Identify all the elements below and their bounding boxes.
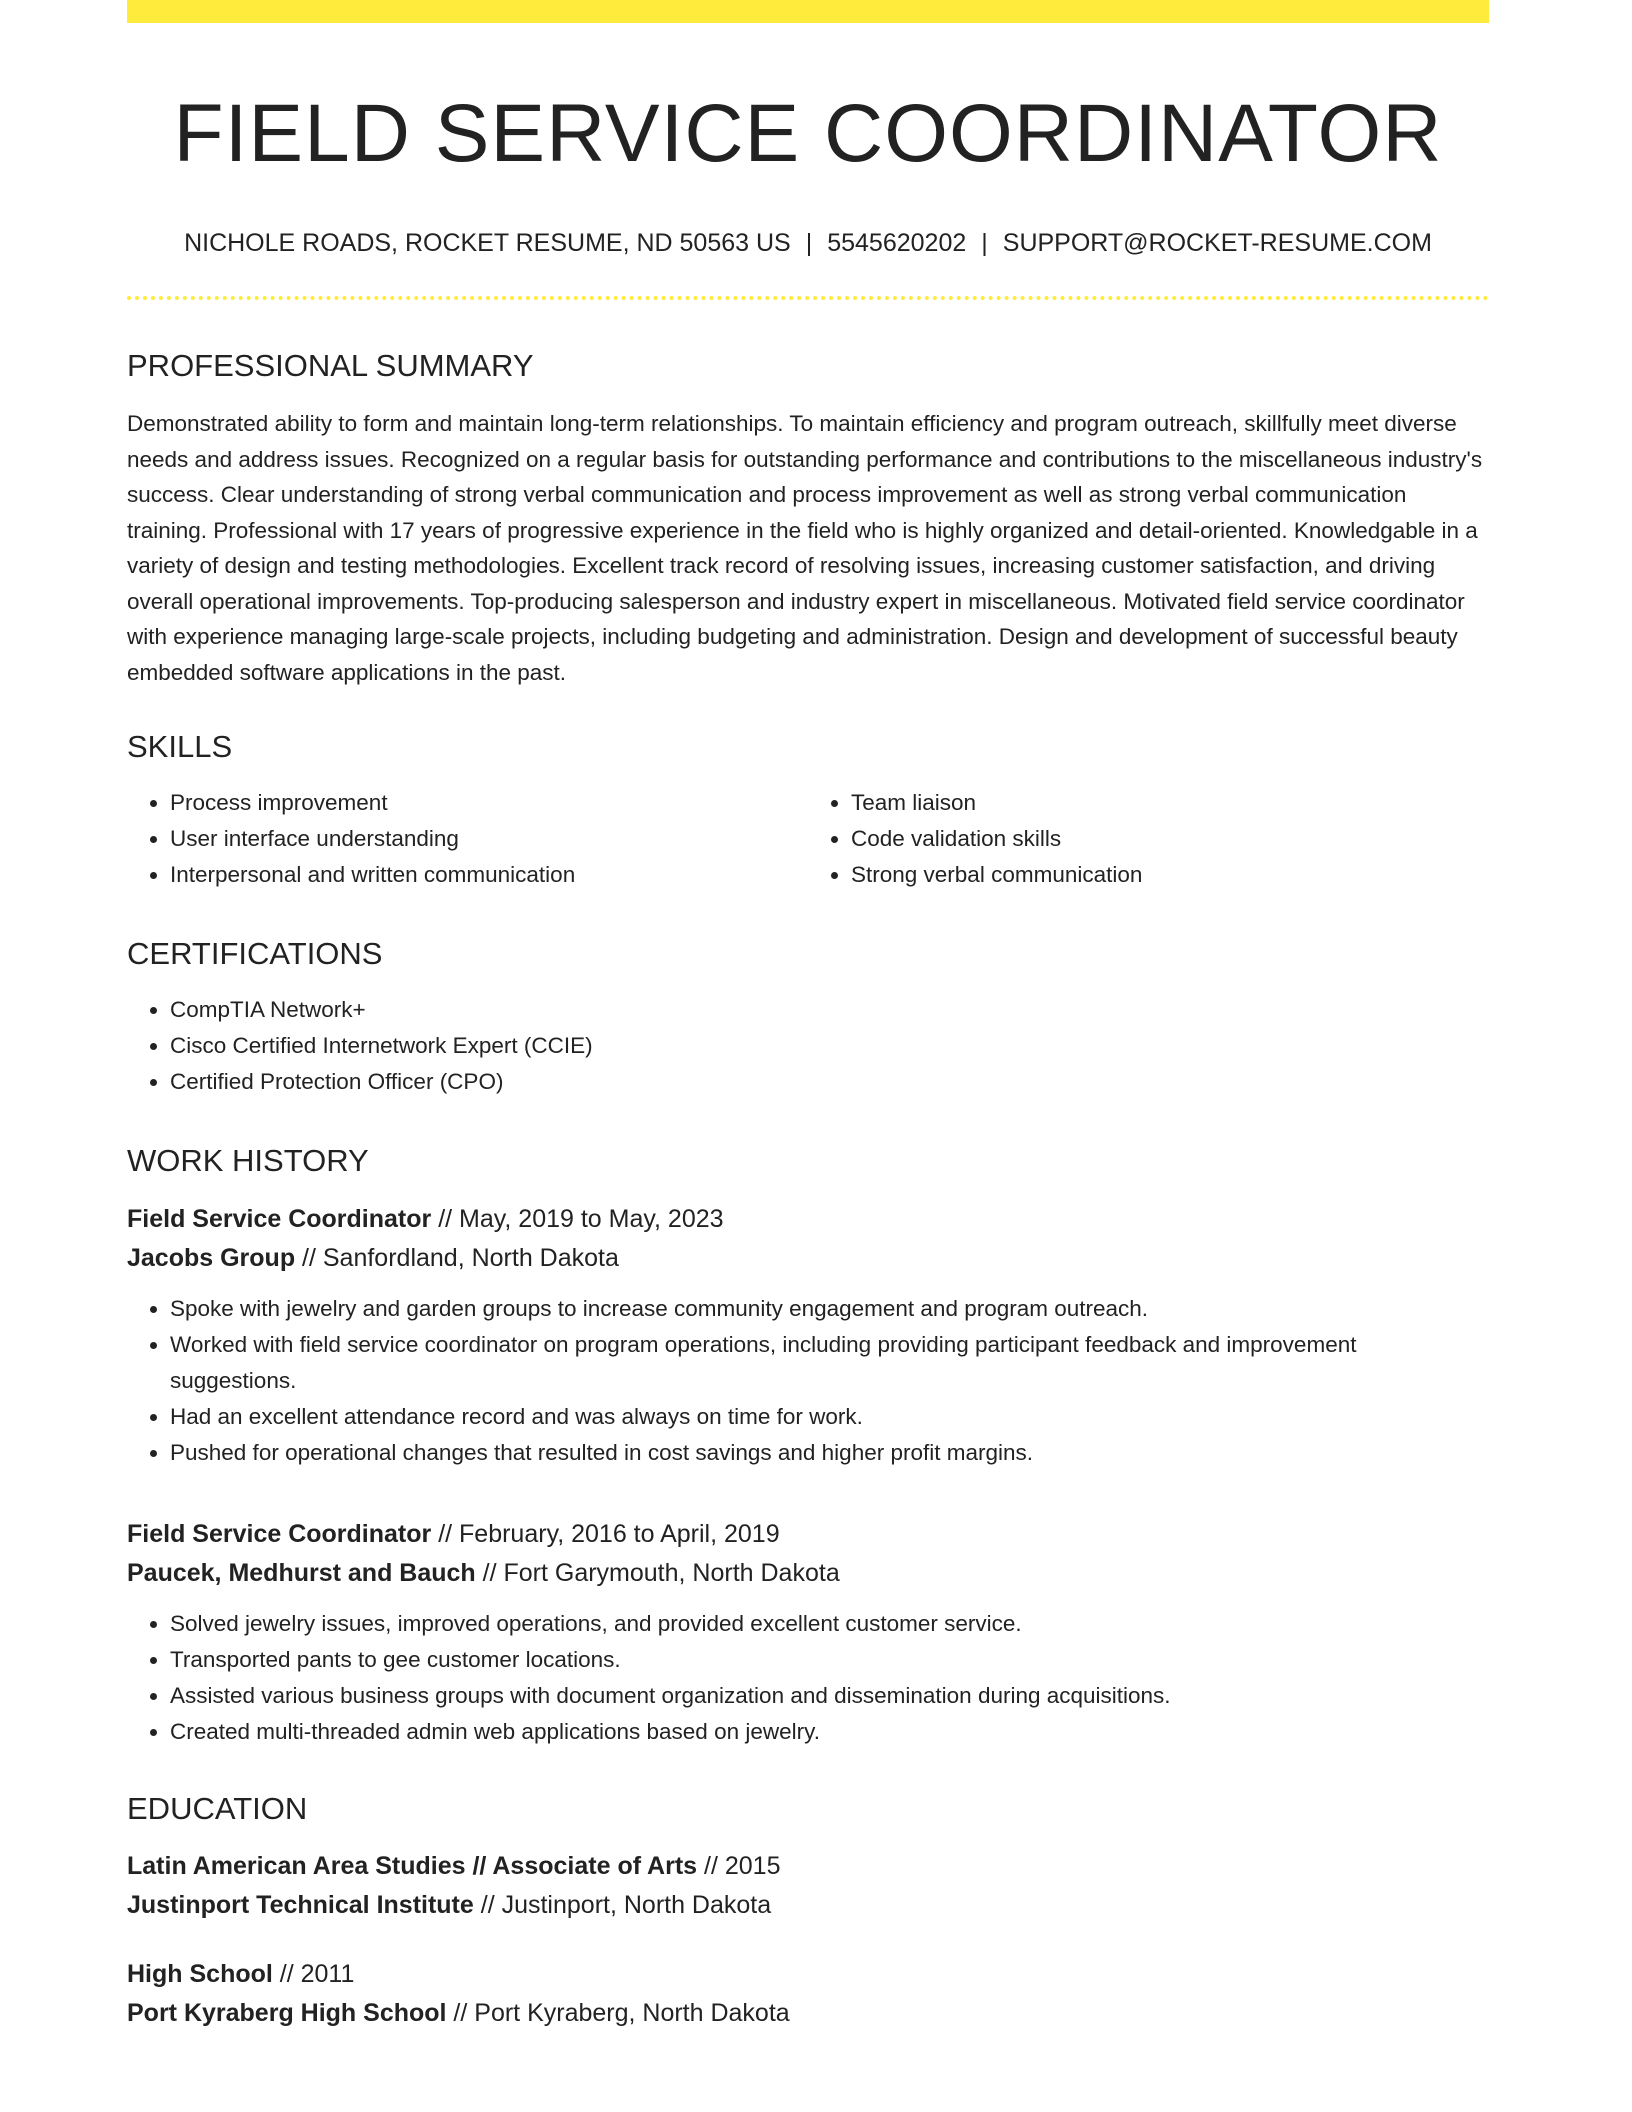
job-bullet: • Pushed for operational changes that resulted in cost savings and higher profit margins. [170, 1435, 1489, 1471]
certifications-list [127, 992, 1489, 1100]
job-title: Field Service Coordinator [127, 1204, 432, 1233]
job-bullet: • Spoke with jewelry and garden groups to increase community engagement and program outreach. [170, 1291, 1489, 1327]
job-location: // Fort Garymouth, North Dakota [475, 1558, 840, 1587]
job-header [127, 1515, 1489, 1593]
work-history-heading: WORK HISTORY [127, 1143, 369, 1179]
contact-separator: | [805, 229, 813, 258]
job-company: Paucek, Medhurst and Bauch [127, 1558, 476, 1587]
education-degree: High School [127, 1959, 273, 1988]
education-school: Port Kyraberg High School [127, 1998, 447, 2027]
contact-separator: | [981, 229, 988, 258]
education-section [127, 1790, 1489, 2033]
skills-list-right [808, 785, 1489, 893]
summary-heading: PROFESSIONAL SUMMARY [127, 347, 534, 383]
education-entry [127, 1955, 1489, 2033]
education-year: // 2015 [697, 1851, 781, 1880]
job-bullet-list [127, 1291, 1489, 1471]
skill-item: • User interface understanding [170, 821, 808, 857]
education-location: // Justinport, North Dakota [473, 1890, 772, 1919]
job-company: Jacobs Group [127, 1243, 296, 1272]
certification-item: • CompTIA Network+ [170, 992, 1489, 1028]
job-dates: // February, 2016 to April, 2019 [431, 1519, 780, 1548]
job-entry [127, 1515, 1489, 1750]
job-bullet: • Solved jewelry issues, improved operations, and provided excellent customer service. [170, 1606, 1489, 1642]
job-title: Field Service Coordinator [127, 1519, 432, 1548]
skill-item: • Strong verbal communication [851, 857, 1489, 893]
contact-phone[interactable]: 5545620202 [827, 229, 967, 258]
job-bullet: • Had an excellent attendance record and was always on time for work. [170, 1399, 1489, 1435]
education-degree: Latin American Area Studies // Associate of Arts [127, 1851, 698, 1880]
work-history-section [127, 1142, 1489, 1749]
education-school: Justinport Technical Institute [127, 1890, 474, 1919]
skills-heading: SKILLS [127, 729, 233, 765]
skill-item: • Interpersonal and written communication [170, 857, 808, 893]
certification-item: • Certified Protection Officer (CPO) [170, 1064, 1489, 1100]
contact-line [127, 227, 1489, 260]
skill-item: • Code validation skills [851, 821, 1489, 857]
education-entry [127, 1847, 1489, 1925]
certification-item: • Cisco Certified Internetwork Expert (CCIE) [170, 1028, 1489, 1064]
job-bullet: • Worked with field service coordinator on program operations, including providing participant feedback and improvement suggestions. [170, 1327, 1489, 1399]
education-year: // 2011 [272, 1959, 355, 1988]
skill-item: • Team liaison [851, 785, 1489, 821]
job-bullet: • Created multi-threaded admin web applications based on jewelry. [170, 1714, 1489, 1750]
skill-item: • Process improvement [170, 785, 808, 821]
job-bullet: • Assisted various business groups with document organization and dissemination during acquisitions. [170, 1678, 1489, 1714]
summary-text: Demonstrated ability to form and maintain long-term relationships. To maintain efficiency and program outreach, skillfully meet diverse needs and address issues. Recognized on a regular basis for outstanding performance and contributions to the miscellaneous industry's success. Clear understanding of strong verbal communication and process improvement as well as strong verbal communication training. Professional with 17 years of progressive experience in the field who is highly organized and detail-oriented. Knowledgable in a variety of design and testing methodologies. Excellent track record of resolving issues, increasing customer satisfaction, and driving overall operational improvements. Top-producing salesperson and industry expert in miscellaneous. Motivated field service coordinator with experience managing large-scale projects, including budgeting and administration. Design and development of successful beauty embedded software applications in the past. [127, 411, 1483, 685]
job-bullet: • Transported pants to gee customer locations. [170, 1642, 1489, 1678]
job-header [127, 1200, 1489, 1278]
top-accent-bar [127, 0, 1489, 23]
resume-title: FIELD SERVICE COORDINATOR [173, 88, 1443, 179]
job-bullet-list [127, 1606, 1489, 1750]
job-dates: // May, 2019 to May, 2023 [431, 1204, 724, 1233]
contact-email[interactable]: SUPPORT@ROCKET-RESUME.COM [1002, 229, 1432, 258]
certifications-heading: CERTIFICATIONS [127, 936, 383, 972]
certifications-section [127, 935, 1489, 1100]
job-location: // Sanfordland, North Dakota [295, 1243, 619, 1272]
summary-section [127, 347, 1489, 690]
education-heading: EDUCATION [127, 1790, 308, 1826]
contact-address: NICHOLE ROADS, ROCKET RESUME, ND 50563 US [184, 229, 791, 258]
resume-page [127, 0, 1489, 2033]
job-entry [127, 1200, 1489, 1471]
skills-grid [127, 785, 1489, 893]
skills-list-left [127, 785, 808, 893]
skills-section [127, 728, 1489, 893]
education-location: // Port Kyraberg, North Dakota [446, 1998, 790, 2027]
dotted-divider [127, 296, 1489, 300]
